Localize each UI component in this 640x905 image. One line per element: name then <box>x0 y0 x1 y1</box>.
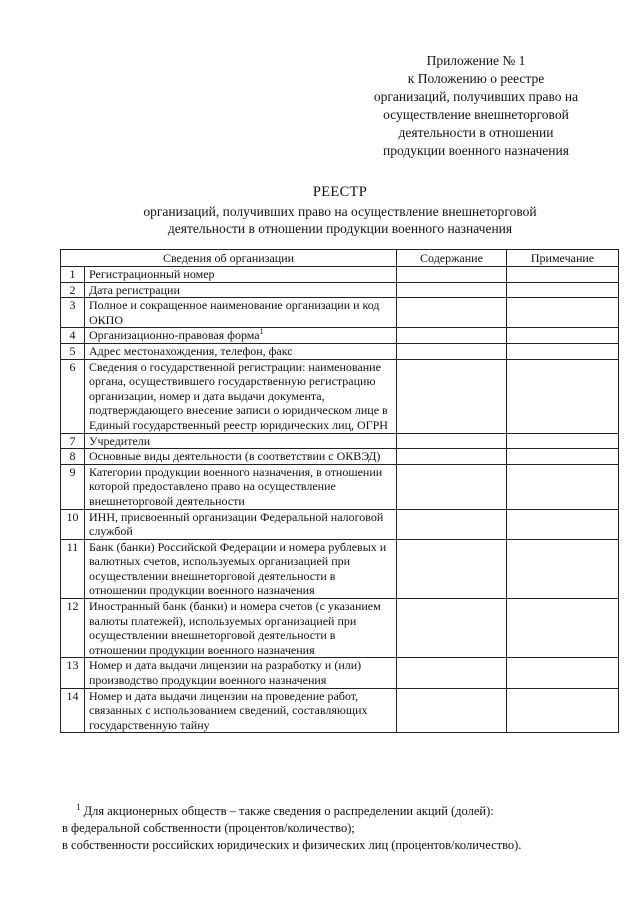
table-row <box>61 449 619 465</box>
document-title <box>60 184 620 238</box>
row-number: 11 <box>61 539 85 598</box>
row-text: Адрес местонахождения, телефон, факс <box>85 343 397 359</box>
content-cell <box>397 298 507 328</box>
appendix-line: продукции военного назначения <box>383 143 569 158</box>
row-text: Основные виды деятельности (в соответствии с ОКВЭД) <box>85 449 397 465</box>
row-text: Регистрационный номер <box>85 267 397 283</box>
row-text-cell <box>85 328 397 344</box>
appendix-line: к Положению о реестре <box>407 71 545 86</box>
note-cell <box>507 298 619 328</box>
note-cell <box>507 658 619 688</box>
table-row <box>61 464 619 509</box>
note-cell <box>507 464 619 509</box>
row-text: Иностранный банк (банки) и номера счетов (с указанием валюты платежей), используемых организацией при осуществлении внешнеторговой деятельности в отношении продукции военного назначения <box>85 599 397 658</box>
note-cell <box>507 539 619 598</box>
row-text: Номер и дата выдачи лицензии на разработку и (или) производство продукции военного назначения <box>85 658 397 688</box>
content-cell <box>397 359 507 433</box>
table-row <box>61 328 619 344</box>
table-row <box>61 298 619 328</box>
table-row <box>61 282 619 298</box>
content-cell <box>397 282 507 298</box>
footnote-line <box>62 803 622 820</box>
content-cell <box>397 433 507 449</box>
row-text: Организационно-правовая форма <box>89 328 260 343</box>
row-number: 14 <box>61 688 85 733</box>
row-text: Сведения о государственной регистрации: наименование органа, осуществившего государственную регистрацию организации, номер и дата выдачи документа, подтверждающего внесение записи о юридическом лице в Единый государственный реестр юридических лиц, ОГРН <box>85 359 397 433</box>
row-number: 2 <box>61 282 85 298</box>
table-row <box>61 433 619 449</box>
content-cell <box>397 267 507 283</box>
row-text: Банк (банки) Российской Федерации и номера рублевых и валютных счетов, используемых организацией при осуществлении внешнеторговой деятельности в отношении продукции военного назначения <box>85 539 397 598</box>
content-cell <box>397 509 507 539</box>
row-number: 7 <box>61 433 85 449</box>
note-cell <box>507 267 619 283</box>
row-text: Категории продукции военного назначения, в отношении которой предоставлено право на осуществление внешнеторговой деятельности <box>85 464 397 509</box>
row-number: 1 <box>61 267 85 283</box>
row-number: 5 <box>61 343 85 359</box>
content-cell <box>397 449 507 465</box>
note-cell <box>507 343 619 359</box>
title-heading: РЕЕСТР <box>312 184 368 200</box>
row-number: 10 <box>61 509 85 539</box>
table-row <box>61 539 619 598</box>
header-content: Содержание <box>397 250 507 267</box>
footnote-mark: 1 <box>76 801 81 812</box>
content-cell <box>397 464 507 509</box>
row-text: Номер и дата выдачи лицензии на проведение работ, связанных с использованием сведений, составляющих государственную тайну <box>85 688 397 733</box>
content-cell <box>397 343 507 359</box>
content-cell <box>397 658 507 688</box>
footnote <box>62 803 622 854</box>
table-row <box>61 359 619 433</box>
row-number: 8 <box>61 449 85 465</box>
header-info: Сведения об организации <box>61 250 397 267</box>
registry-table <box>60 249 619 733</box>
content-cell <box>397 328 507 344</box>
note-cell <box>507 509 619 539</box>
appendix-line: деятельности в отношении <box>398 125 554 140</box>
header-note: Примечание <box>507 250 619 267</box>
footnote-mark: 1 <box>259 327 264 337</box>
footnote-line: в федеральной собственности (процентов/количество); <box>62 821 355 835</box>
row-number: 4 <box>61 328 85 344</box>
row-number: 9 <box>61 464 85 509</box>
note-cell <box>507 328 619 344</box>
row-number: 6 <box>61 359 85 433</box>
table-row <box>61 658 619 688</box>
appendix-line: осуществление внешнеторговой <box>383 107 569 122</box>
row-number: 3 <box>61 298 85 328</box>
table-row <box>61 688 619 733</box>
row-text: Полное и сокращенное наименование организации и код ОКПО <box>85 298 397 328</box>
table-row <box>61 509 619 539</box>
row-number: 12 <box>61 599 85 658</box>
title-subtitle-line: деятельности в отношении продукции военного назначения <box>167 221 513 236</box>
row-number: 13 <box>61 658 85 688</box>
table-row <box>61 267 619 283</box>
row-text: Дата регистрации <box>85 282 397 298</box>
row-text: Учредители <box>85 433 397 449</box>
content-cell <box>397 688 507 733</box>
appendix-line: организаций, получивших право на <box>373 89 579 104</box>
table-row <box>61 599 619 658</box>
table-row <box>61 343 619 359</box>
title-subtitle-line: организаций, получивших право на осуществление внешнеторговой <box>143 203 537 219</box>
appendix-line: Приложение № 1 <box>426 53 526 68</box>
appendix-block <box>345 52 607 160</box>
note-cell <box>507 433 619 449</box>
content-cell <box>397 539 507 598</box>
note-cell <box>507 282 619 298</box>
footnote-line: в собственности российских юридических и физических лиц (процентов/количество). <box>62 838 522 852</box>
row-text: ИНН, присвоенный организации Федеральной налоговой службой <box>85 509 397 539</box>
note-cell <box>507 688 619 733</box>
table-header-row <box>61 250 619 267</box>
note-cell <box>507 359 619 433</box>
note-cell <box>507 449 619 465</box>
footnote-text: Для акционерных обществ – также сведения о распределении акций (долей): <box>83 804 494 818</box>
note-cell <box>507 599 619 658</box>
content-cell <box>397 599 507 658</box>
